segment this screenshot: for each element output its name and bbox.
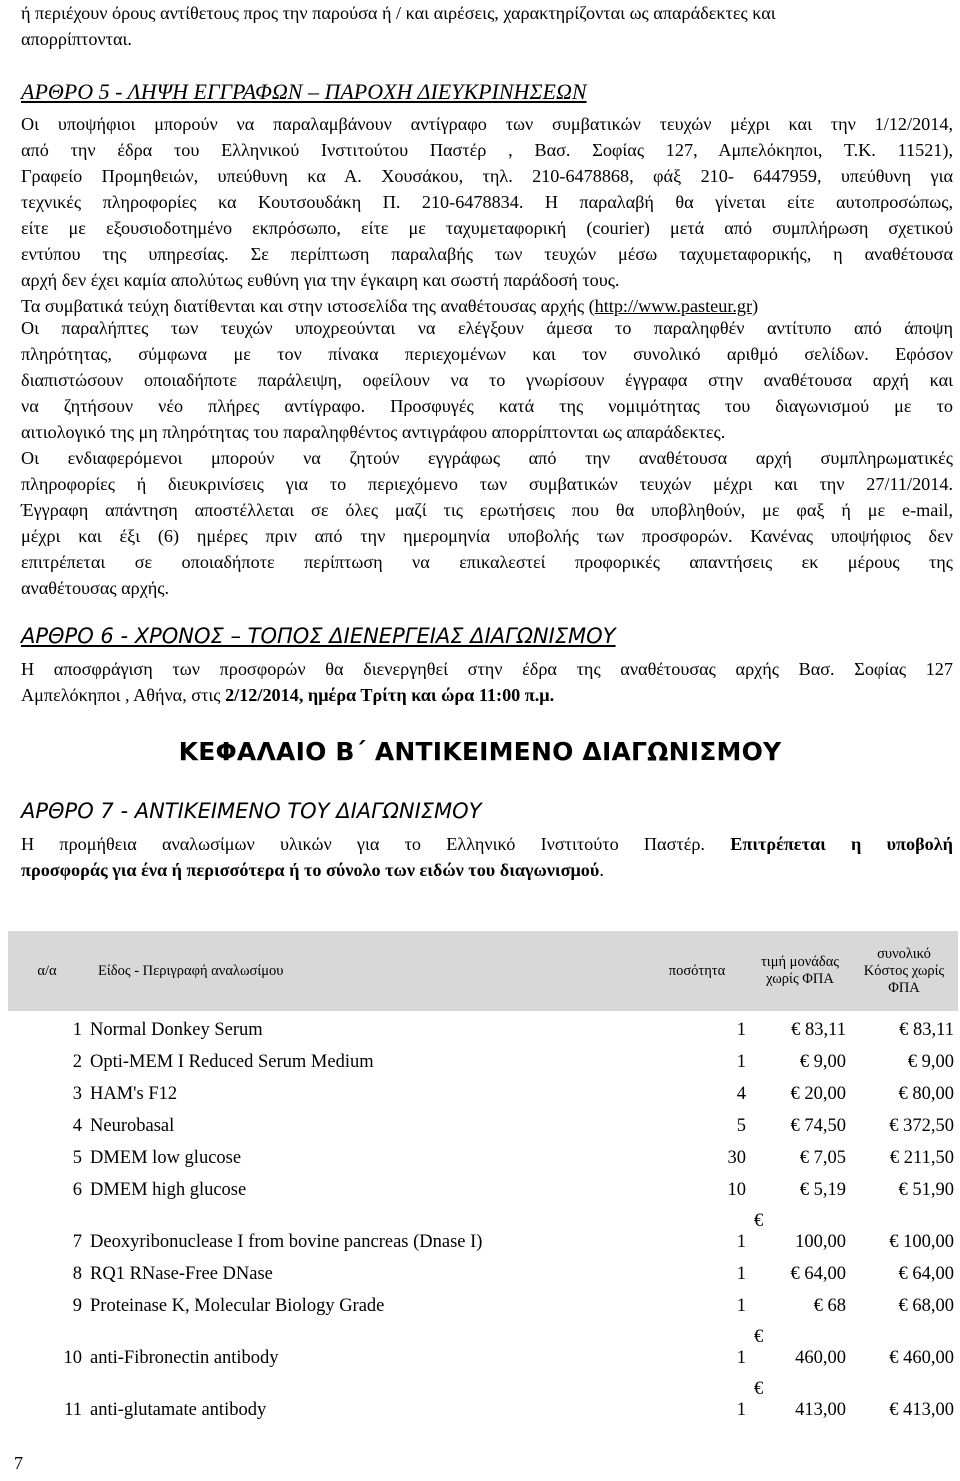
text-line: να ζητήσουν νέο πλήρες αντίγραφο. Προσφυγές κατά της νομιμότητας του διαγωνισμού με το	[21, 396, 953, 416]
row-total-cost-value: 9,00	[921, 1052, 954, 1072]
row-unit-price	[750, 1255, 850, 1287]
euro-symbol: €	[799, 1148, 809, 1168]
euro-symbol: €	[898, 1084, 908, 1104]
row-total-cost	[850, 1075, 958, 1107]
table-row	[8, 1107, 958, 1139]
row-total-cost-value: 83,11	[913, 1020, 954, 1040]
row-index: 7	[72, 1232, 82, 1252]
row-total-cost-value: 100,00	[903, 1232, 954, 1252]
text-line: Οι ενδιαφερόμενοι μπορούν να ζητούν εγγράφως από την αναθέτουσα αρχή συμπληρωματικές	[21, 448, 953, 468]
euro-symbol: €	[889, 1148, 900, 1168]
row-index: 8	[72, 1264, 82, 1284]
row-quantity: 4	[736, 1084, 746, 1104]
row-total-cost	[850, 1107, 958, 1139]
row-unit-price	[750, 1139, 850, 1171]
euro-symbol: €	[754, 1211, 764, 1231]
row-description: DMEM low glucose	[90, 1148, 242, 1168]
article-7-paragraph: Η προμήθεια αναλωσίμων υλικών για το Ελληνικό Ινστιτούτο Παστέρ. Επιτρέπεται η υποβολή προσφοράς για ένα ή περισσότερα ή το σύνολο των ειδών του διαγωνισμού.	[21, 834, 954, 880]
row-description: Opti-MEM I Reduced Serum Medium	[90, 1052, 374, 1072]
text-line: πληρότητας, σύμφωνα με τον πίνακα περιεχομένων και τον συνολικό αριθμό σελίδων. Εφόσον	[21, 344, 953, 364]
row-index: 10	[63, 1348, 82, 1368]
row-total-cost-value: 68,00	[912, 1296, 954, 1316]
row-unit-price	[750, 1011, 850, 1043]
article-5-paragraph-2: Τα συμβατικά τεύχη διατίθενται και στην ιστοσελίδα της αναθέτουσας αρχής (http://www.pasteur.gr)	[21, 296, 759, 316]
euro-symbol: €	[889, 1116, 899, 1136]
row-quantity: 1	[736, 1264, 746, 1284]
text-line: είτε με εξουσιοδοτημένο εκπρόσωπο, είτε με ταχυμεταφορική (courier) μετά από συμπλήρωση σχετικού	[21, 218, 953, 238]
article-5-paragraph-1	[21, 111, 953, 293]
row-total-cost	[850, 1203, 958, 1255]
row-unit-price	[750, 1287, 850, 1319]
euro-symbol: €	[799, 1052, 809, 1072]
table-row	[8, 1075, 958, 1107]
euro-symbol: €	[790, 1264, 800, 1284]
row-total-cost	[850, 1139, 958, 1171]
text-line: διαπιστώσουν οποιαδήποτε παράλειψη, οφείλουν να το γνωρίσουν έγγραφα στην αναθέτουσα αρχή και	[21, 370, 953, 390]
text-line: απορρίπτονται.	[21, 29, 132, 49]
text-line: επιτρέπεται σε οποιαδήποτε περίπτωση να επικαλεστεί προφορικές απαντήσεις εκ μέρους της	[21, 552, 953, 572]
row-quantity: 1	[736, 1232, 746, 1252]
row-total-cost	[850, 1319, 958, 1371]
row-index: 6	[72, 1180, 82, 1200]
row-unit-price	[750, 1171, 850, 1203]
table-row	[8, 1043, 958, 1075]
row-unit-price-value: 74,50	[804, 1116, 846, 1136]
row-quantity: 1	[736, 1052, 746, 1072]
row-quantity: 1	[736, 1296, 746, 1316]
row-unit-price-value: 413,00	[795, 1400, 846, 1420]
col-header-total-cost: συνολικό Κόστος χωρίς ΦΠΑ	[850, 931, 958, 1011]
table-row	[8, 1171, 958, 1203]
euro-symbol: €	[754, 1327, 764, 1347]
row-description: DMEM high glucose	[90, 1180, 247, 1200]
page-number: 7	[14, 1453, 23, 1473]
row-quantity: 1	[736, 1400, 746, 1420]
table-row	[8, 1139, 958, 1171]
row-quantity: 1	[736, 1020, 746, 1040]
row-index: 11	[64, 1400, 82, 1420]
row-index: 9	[72, 1296, 82, 1316]
row-description: anti-glutamate antibody	[90, 1400, 267, 1420]
text-line: αιτιολογικό της μη πληρότητας του παραληφθέντος αντιγράφου απορρίπτονται ως απαράδεκτες.	[21, 422, 726, 442]
text-line: μέχρι και έξι (6) ημέρες πριν από την ημερομηνία υποβολής των προσφορών. Κανένας υποψήφιος δεν	[21, 526, 953, 546]
row-quantity: 30	[727, 1148, 746, 1168]
col-header-idx: α/α	[8, 931, 86, 1011]
row-unit-price-value: 9,00	[813, 1052, 846, 1072]
text-line: εντύπου της υπηρεσίας. Σε περίπτωση παραλαβής των τευχών μέσω ταχυμεταφορικής, η αναθέτουσα	[21, 244, 953, 264]
row-quantity: 1	[736, 1348, 746, 1368]
row-unit-price	[750, 1107, 850, 1139]
table-row	[8, 1319, 958, 1371]
euro-symbol: €	[754, 1379, 764, 1399]
row-unit-price-value: 64,00	[804, 1264, 846, 1284]
row-total-cost	[850, 1011, 958, 1043]
row-unit-price-value: 5,19	[813, 1180, 846, 1200]
table-row	[8, 1203, 958, 1255]
row-total-cost	[850, 1043, 958, 1075]
row-total-cost-value: 80,00	[912, 1084, 954, 1104]
col-header-description: Είδος - Περιγραφή αναλωσίμου	[86, 931, 644, 1011]
row-index: 1	[72, 1020, 82, 1040]
euro-symbol: €	[899, 1020, 909, 1040]
article-5-heading: ΑΡΘΡΟ 5 - ΛΗΨΗ ΕΓΓΡΑΦΩΝ – ΠΑΡΟΧΗ ΔΙΕΥΚΡΙΝΗΣΕΩΝ	[21, 79, 587, 104]
row-total-cost	[850, 1255, 958, 1287]
text-line: Οι παραλήπτες των τευχών υποχρεούνται να ελέγξουν άμεσα το παραληφθέν αντίτυπο από άποψη	[21, 318, 953, 338]
col-header-quantity: ποσότητα	[644, 931, 750, 1011]
article-6-paragraph: Η αποσφράγιση των προσφορών θα διενεργηθεί στην έδρα της αναθέτουσας αρχής Βασ. Σοφίας 127 Αμπελόκηποι , Αθήνα, στις 2/12/2014, ημέρα Τρίτη και ώρα 11:00 π.μ.	[21, 656, 953, 708]
text-line: Οι υποψήφιοι μπορούν να παραλαμβάνουν αντίγραφο των συμβατικών τευχών μέχρι και την 1/12/2014,	[21, 114, 953, 134]
table-header-row	[8, 931, 958, 1011]
text-line: Έγγραφη απάντηση αποστέλλεται σε όλες μαζί τις ερωτήσεις που θα υποβληθούν, με φαξ ή με e-mail,	[21, 500, 953, 520]
text-line: αρχή δεν έχει καμία απολύτως ευθύνη για την έγκαιρη και σωστή παράδοσή τους.	[21, 270, 620, 290]
euro-symbol: €	[898, 1296, 908, 1316]
euro-symbol: €	[791, 1020, 801, 1040]
euro-symbol: €	[889, 1348, 899, 1368]
text-line: Η αποσφράγιση των προσφορών θα διενεργηθεί στην έδρα της αναθέτουσας αρχής Βασ. Σοφίας 127	[21, 659, 953, 679]
row-description: RQ1 RNase-Free DNase	[90, 1264, 273, 1284]
euro-symbol: €	[790, 1084, 800, 1104]
table-row	[8, 1011, 958, 1043]
row-description: Normal Donkey Serum	[90, 1020, 263, 1040]
row-total-cost	[850, 1287, 958, 1319]
euro-symbol: €	[907, 1052, 917, 1072]
euro-symbol: €	[898, 1180, 908, 1200]
row-description: Neurobasal	[90, 1116, 175, 1136]
row-description: HAM's F12	[90, 1084, 178, 1104]
text-line: πληροφορίες ή διευκρινίσεις για το περιεχόμενο των συμβατικών τευχών μέχρι και την 27/11/2014.	[21, 474, 953, 494]
row-unit-price-value: 20,00	[804, 1084, 846, 1104]
row-total-cost-value: 460,00	[903, 1348, 954, 1368]
table-row	[8, 1371, 958, 1423]
euro-symbol: €	[889, 1232, 899, 1252]
row-unit-price-value: 460,00	[795, 1348, 846, 1368]
row-total-cost-value: 211,50	[903, 1148, 954, 1168]
row-quantity: 5	[736, 1116, 746, 1136]
row-description: Proteinase K, Molecular Biology Grade	[90, 1296, 385, 1316]
text-line: ή περιέχουν όρους αντίθετους προς την παρούσα ή / και αιρέσεις, χαρακτηρίζονται ως απαράδεκτες και	[21, 3, 776, 23]
chapter-title: ΚΕΦΑΛΑΙΟ Β΄ ΑΝΤΙΚΕΙΜΕΝΟ ΔΙΑΓΩΝΙΣΜΟΥ	[178, 737, 782, 766]
row-total-cost-value: 51,90	[912, 1180, 954, 1200]
row-total-cost-value: 64,00	[912, 1264, 954, 1284]
table-row	[8, 1287, 958, 1319]
row-total-cost	[850, 1171, 958, 1203]
row-index: 2	[72, 1052, 82, 1072]
text-line: τεχνικές πληροφορίες κα Κουτσουδάκη Π. 210-6478834. Η παραλαβή θα γίνεται είτε αυτοπροσώπως,	[21, 192, 953, 212]
row-quantity: 10	[727, 1180, 746, 1200]
euro-symbol: €	[799, 1180, 809, 1200]
pasteur-website-link[interactable]: http://www.pasteur.gr	[594, 296, 753, 316]
euro-symbol: €	[813, 1296, 823, 1316]
row-unit-price	[750, 1203, 850, 1255]
article-7-heading: ΑΡΘΡΟ 7 - ΑΝΤΙΚΕΙΜΕΝΟ ΤΟΥ ΔΙΑΓΩΝΙΣΜΟΥ	[21, 799, 482, 823]
row-total-cost	[850, 1371, 958, 1423]
row-unit-price	[750, 1319, 850, 1371]
row-description: Deoxyribonuclease I from bovine pancreas (Dnase I)	[90, 1232, 483, 1252]
euro-symbol: €	[898, 1264, 908, 1284]
euro-symbol: €	[790, 1116, 800, 1136]
row-unit-price-value: 68	[827, 1296, 846, 1316]
row-total-cost-value: 413,00	[903, 1400, 954, 1420]
row-index: 5	[72, 1148, 82, 1168]
row-index: 4	[72, 1116, 82, 1136]
row-unit-price-value: 83,11	[805, 1020, 846, 1040]
row-index: 3	[72, 1084, 82, 1104]
intro-paragraph	[21, 0, 953, 52]
row-unit-price	[750, 1043, 850, 1075]
text-line: από την έδρα του Ελληνικού Ινστιτούτου Παστέρ , Βασ. Σοφίας 127, Αμπελόκηποι, Τ.Κ. 11521),	[21, 140, 953, 160]
row-total-cost-value: 372,50	[903, 1116, 954, 1136]
table-row	[8, 1255, 958, 1287]
items-table	[8, 931, 958, 1423]
text-line: Γραφείο Προμηθειών, υπεύθυνη κα Α. Χουσάκου, τηλ. 210-6478868, φάξ 210- 6447959, υπεύθυνη για	[21, 166, 953, 186]
table-body	[8, 1011, 958, 1423]
row-unit-price-value: 7,05	[813, 1148, 846, 1168]
euro-symbol: €	[889, 1400, 899, 1420]
row-unit-price-value: 100,00	[795, 1232, 846, 1252]
article-6-heading: ΑΡΘΡΟ 6 - ΧΡΟΝΟΣ – ΤΟΠΟΣ ΔΙΕΝΕΡΓΕΙΑΣ ΔΙΑΓΩΝΙΣΜΟΥ	[21, 624, 616, 648]
article-5-paragraph-4	[21, 445, 953, 601]
row-unit-price	[750, 1075, 850, 1107]
col-header-unit-price: τιμή μονάδας χωρίς ΦΠΑ	[750, 931, 850, 1011]
text-line: αναθέτουσας αρχής.	[21, 578, 170, 598]
row-description: anti-Fibronectin antibody	[90, 1348, 279, 1368]
article-5-paragraph-3	[21, 315, 953, 445]
opening-date-time: 2/12/2014, ημέρα Τρίτη και ώρα 11:00 π.μ.	[225, 685, 555, 705]
row-unit-price	[750, 1371, 850, 1423]
